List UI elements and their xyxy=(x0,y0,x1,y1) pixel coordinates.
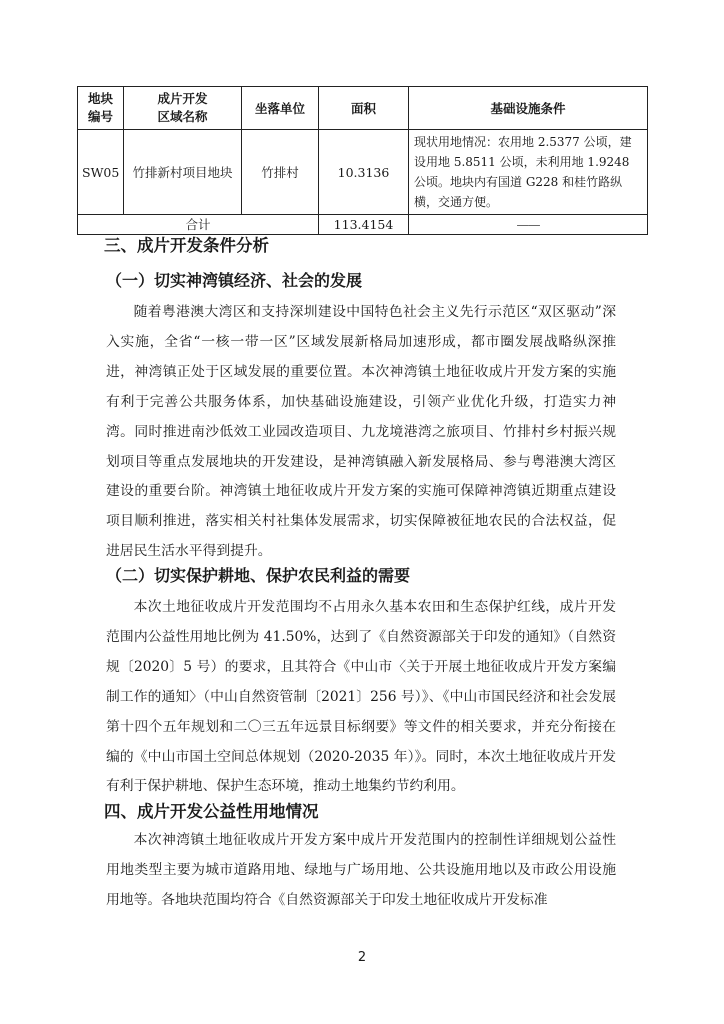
section-3-2-paragraph: 本次土地征收成片开发范围均不占用永久基本农田和生态保护红线，成片开发范围内公益性用地比例为 41.50%，达到了《自然资源部关于印发的通知》（自然资规〔2020〕5 号）的要求，且其符合《中山市〈关于开展土地征收成片开发方案编制工作的通知〉（中山自然资管制〔2021〕256 号）》、《中山市国民经济和社会发展第十四个五年规划和二〇三五年远景目标纲要》等文件的相关要求，并充分衔接在编的《中山市国土空间总体规划（2020-2035 年）》。同时，本次土地征收成片开发有利于保护耕地、保护生态环境，推动土地集约节约利用。 xyxy=(106,599,616,795)
header-infrastructure: 基础设施条件 xyxy=(409,87,648,130)
section-3-title: 三、成片开发条件分析 xyxy=(104,236,269,255)
page-number: 2 xyxy=(357,950,367,965)
total-label: 合计 xyxy=(78,215,319,235)
section-3-2-title: （二）切实保护耕地、保护农民利益的需要 xyxy=(106,566,411,585)
cell-area-name: 竹排新村项目地块 xyxy=(124,130,242,215)
total-dash-text: —— xyxy=(516,217,540,232)
header-location: 坐落单位 xyxy=(242,87,319,130)
header-area-name: 成片开发 区域名称 xyxy=(124,87,242,130)
section-3-1-title: （一）切实神湾镇经济、社会的发展 xyxy=(106,271,363,290)
table-row xyxy=(78,130,648,215)
header-parcel-id: 地块 编号 xyxy=(78,87,124,130)
total-dash xyxy=(409,215,648,235)
cell-parcel-id: SW05 xyxy=(78,130,124,215)
cell-location: 竹排村 xyxy=(242,130,319,215)
section-4-title: 四、成片开发公益性用地情况 xyxy=(104,802,319,821)
cell-infrastructure: 现状用地情况：农用地 2.5377 公顷，建设用地 5.8511 公顷，未利用地 1.9248 公顷。地块内有国道 G228 和桂竹路纵横，交通方便。 xyxy=(409,130,648,215)
header-area: 面积 xyxy=(319,87,409,130)
land-parcel-table xyxy=(77,86,648,235)
table-header-row xyxy=(78,87,648,130)
cell-area: 10.3136 xyxy=(319,130,409,215)
section-3-1-paragraph: 随着粤港澳大湾区和支持深圳建设中国特色社会主义先行示范区“双区驱动”深入实施，全省“一核一带一区”区域发展新格局加速形成，都市圈发展战略纵深推进，神湾镇正处于区域发展的重要位置。本次神湾镇土地征收成片开发方案的实施有利于完善公共服务体系，加快基础设施建设，引领产业优化升级，打造实力神湾。同时推进南沙低效工业园改造项目、九龙境港湾之旅项目、竹排村乡村振兴规划项目等重点发展地块的开发建设，是神湾镇融入新发展格局、参与粤港澳大湾区建设的重要台阶。神湾镇土地征收成片开发方案的实施可保障神湾镇近期重点建设项目顺利推进，落实相关村社集体发展需求，切实保障被征地农民的合法权益，促进居民生活水平得到提升。 xyxy=(106,304,616,560)
total-area: 113.4154 xyxy=(319,215,409,235)
section-4-paragraph: 本次神湾镇土地征收成片开发方案中成片开发范围内的控制性详细规划公益性用地类型主要为城市道路用地、绿地与广场用地、公共设施用地以及市政公用设施用地等。各地块范围均符合《自然资源部关于印发土地征收成片开发标准 xyxy=(106,832,616,908)
